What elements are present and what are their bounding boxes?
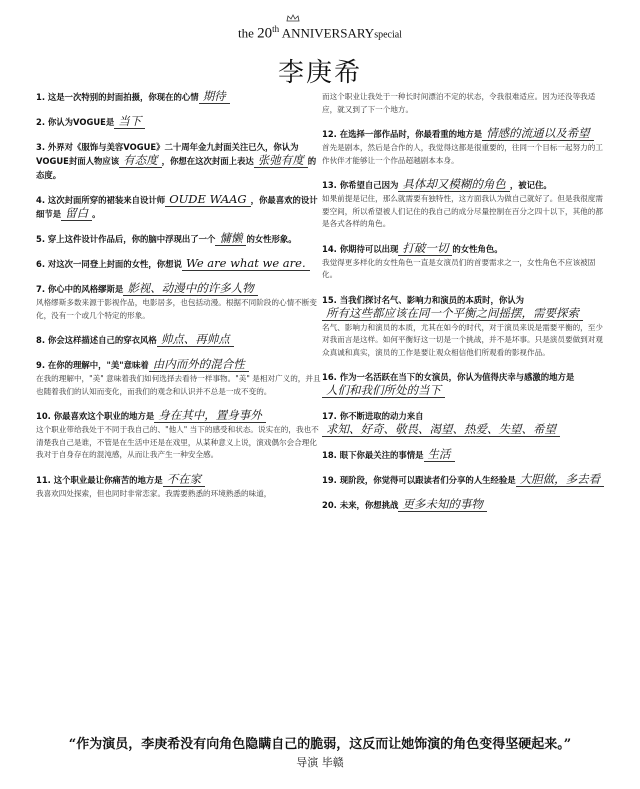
question-item: [36, 409, 324, 462]
handwritten-answer: 影视、动漫中的许多人物: [123, 282, 258, 296]
question-prompt-cont: ，被记住。: [509, 180, 552, 190]
question-text: [322, 178, 610, 192]
question-item: [322, 293, 610, 360]
question-text: [322, 448, 610, 462]
handwritten-answer: 打破一切: [398, 242, 452, 256]
handwritten-answer: 大胆做，多去看: [516, 473, 605, 487]
question-text: [36, 358, 324, 372]
answer-paragraph: 首先是剧本，然后是合作的人，我觉得这都是很重要的，往同一个目标一起努力的工作伙伴才能够让一个作品超越剧本本身。: [322, 143, 603, 165]
handwritten-answer: 所有这些都应该在同一个平衡之间摇摆，需要探索: [322, 307, 583, 321]
page-title: 李庚希: [277, 58, 362, 88]
question-item: [322, 473, 610, 487]
question-text: [322, 409, 610, 437]
question-prompt: 13. 你希望自己因为: [322, 180, 399, 190]
question-item: [36, 473, 324, 501]
question-text: [36, 140, 324, 182]
answer-paragraph: 我觉得更多样化的女性角色一直是女演员们的首要需求之一，女性角色不应该被固化。: [322, 257, 596, 279]
question-item: [322, 91, 610, 116]
question-item: [322, 498, 610, 512]
pull-quote: “作为演员，李庚希没有向角色隐瞒自己的脆弱，这反而让她饰演的角色变得坚硬起来。”: [68, 737, 572, 752]
question-item: [36, 358, 324, 398]
question-prompt: 12. 在选择一部作品时，你最看重的地方是: [322, 129, 483, 139]
handwritten-answer: 留白: [61, 207, 92, 221]
question-item: [36, 282, 324, 322]
handwritten-answer: 人们和我们所处的当下: [322, 384, 445, 398]
question-prompt: 11. 这个职业最让你痛苦的地方是: [36, 474, 163, 485]
left-column: [36, 90, 324, 511]
handwritten-answer: 帅点、再帅点: [157, 333, 234, 347]
question-text: [322, 127, 610, 141]
question-prompt: 2. 你认为VOGUE是: [36, 117, 115, 127]
question-prompt-cont: 的女性角色。: [452, 243, 503, 254]
question-prompt-end: 的态度。: [36, 156, 317, 180]
question-item: [322, 370, 610, 398]
question-prompt: 19. 现阶段，你觉得可以跟读者们分享的人生经验是: [322, 475, 516, 485]
question-text: [36, 473, 324, 487]
question-text: [36, 115, 324, 129]
handwritten-answer: 当下: [114, 115, 145, 129]
handwritten-answer: 期待: [199, 90, 230, 104]
crown-icon: [286, 14, 300, 22]
question-text: [36, 90, 324, 104]
handwritten-answer: 更多未知的事物: [398, 498, 487, 512]
answer-paragraph: 风格缪斯多数来源于影视作品，电影居多，也包括动漫。根据不同阶段的心情不断变化，没有一个或几个特定的形象。: [36, 298, 317, 320]
question-text: [36, 193, 324, 221]
question-prompt: 17. 你不断进取的动力来自: [322, 411, 424, 421]
anniversary-header: the 20th ANNIVERSARYspecial: [238, 24, 402, 42]
question-text: [36, 282, 324, 296]
question-text: [322, 242, 610, 256]
question-prompt: 18. 眼下你最关注的事情是: [322, 450, 424, 460]
question-prompt-cont: ，你想在这次封面上表达: [161, 156, 254, 166]
question-prompt-cont: ，你最喜欢的设计细节是: [36, 195, 318, 219]
question-item: [36, 257, 324, 271]
handwritten-answer: 由内而外的混合性: [149, 358, 249, 372]
question-text: [322, 293, 610, 321]
question-prompt-cont: 的女性形象。: [246, 234, 297, 244]
handwritten-answer: 具体却又模糊的角色: [398, 178, 510, 192]
handwritten-answer: 情感的流通以及希望: [482, 127, 594, 141]
answer-paragraph: 我喜欢四处探索，但也同时非常恋家。我需要熟悉的环境熟悉的味道，: [36, 488, 272, 498]
quote-credit: 导演 毕赣: [296, 756, 344, 769]
question-item: [322, 127, 610, 167]
question-item: [322, 178, 610, 231]
question-prompt: 15. 当我们探讨名气、影响力和演员的本质时，你认为: [322, 294, 525, 305]
handwritten-answer: 求知、好奇、敬畏、渴望、热爱、失望、希望: [322, 423, 560, 437]
handwritten-answer: 身在其中，置身事外: [154, 409, 266, 423]
handwritten-answer: 张弛有度: [254, 154, 308, 168]
answer-paragraph: 如果前提是记住，那么就需要有独特性，这方面我认为做自己就好了。但是我很度需要空间，所以希望被人们记住的我自己的成分尽量控制在百分之四十以下，其他的都是各式各样的角色。: [322, 194, 603, 228]
handwritten-answer: 有态度: [119, 154, 162, 168]
question-item: [322, 448, 610, 462]
handwritten-answer: OUDE WAAG: [165, 193, 250, 207]
handwritten-answer: 不在家: [163, 473, 206, 487]
question-item: [322, 409, 610, 437]
question-prompt: 16. 作为一名活跃在当下的女演员，你认为值得庆幸与感激的地方是: [322, 372, 575, 382]
handwritten-answer: 生活: [424, 448, 455, 462]
answer-paragraph: 在我的理解中，"美" 意味着我们如何选择去看待一样事物。"美" 是相对广义的，并且也随着我们的认知而变化，而我们的观念和认识并不总是一成不变的。: [36, 374, 321, 396]
question-item: [36, 333, 324, 347]
question-prompt: 4. 这次封面所穿的裙装来自设计师: [36, 195, 166, 205]
question-prompt: 9. 在你的理解中，"美"意味着: [36, 360, 149, 370]
handwritten-answer: We are what we are.: [182, 257, 310, 271]
question-text: [322, 498, 610, 512]
question-prompt: 8. 你会这样描述自己的穿衣风格: [36, 335, 157, 345]
question-text: [36, 333, 324, 347]
question-prompt: 14. 你期待可以出现: [322, 243, 399, 254]
question-text: [322, 370, 610, 398]
answer-paragraph: 名气、影响力和演员的本质，尤其在如今的时代，对于演员来说是需要平衡的，至少对我而言是这样。如何平衡好这一切是一个挑战，并不是坏事。只是演员要做到对观众真诚和真实，演员的工作是要让观众相信他们所观看的影视作品。: [322, 322, 603, 357]
question-text: [36, 232, 324, 246]
question-item: [36, 232, 324, 246]
question-text: [36, 257, 324, 271]
question-prompt: 10. 你最喜欢这个职业的地方是: [36, 411, 155, 421]
handwritten-answer: 慵懒: [215, 232, 246, 246]
question-item: [36, 115, 324, 129]
question-text: [36, 409, 324, 423]
question-item: [36, 140, 324, 182]
question-item: [36, 90, 324, 104]
question-prompt: 6. 对这次一同登上封面的女性，你想说: [36, 259, 182, 269]
question-item: [322, 242, 610, 282]
question-prompt: 7. 你心中的风格缪斯是: [36, 284, 124, 294]
question-prompt: 5. 穿上这件设计作品后，你的脑中浮现出了一个: [36, 234, 216, 244]
question-prompt-end: 。: [92, 209, 101, 219]
answer-paragraph: 这个职业带给我处于不同于我自己的、"他人" 当下的感受和状态。说实在的，我也不清楚我自己是谁，不管是在生活中还是在戏里，从某种意义上说，演戏偶尔会合理化我对于自身存在的混沌感，从而让我产生一种安全感。: [36, 425, 319, 459]
question-prompt: 1. 这是一次特别的封面拍摄，你现在的心情: [36, 92, 199, 102]
question-prompt: 20. 未来，你想挑战: [322, 500, 399, 510]
question-prompt: 3. 外界对《服饰与美容VOGUE》二十周年金九封面关注已久，你认为VOGUE封面人物应该: [36, 142, 299, 166]
right-column: [322, 90, 610, 523]
answer-paragraph: 而这个职业让我处于一种长时间漂泊不定的状态，令我很难适应。因为还没等我适应，就又到了下一个地方。: [322, 92, 596, 114]
question-text: [322, 473, 610, 487]
question-item: [36, 193, 324, 221]
